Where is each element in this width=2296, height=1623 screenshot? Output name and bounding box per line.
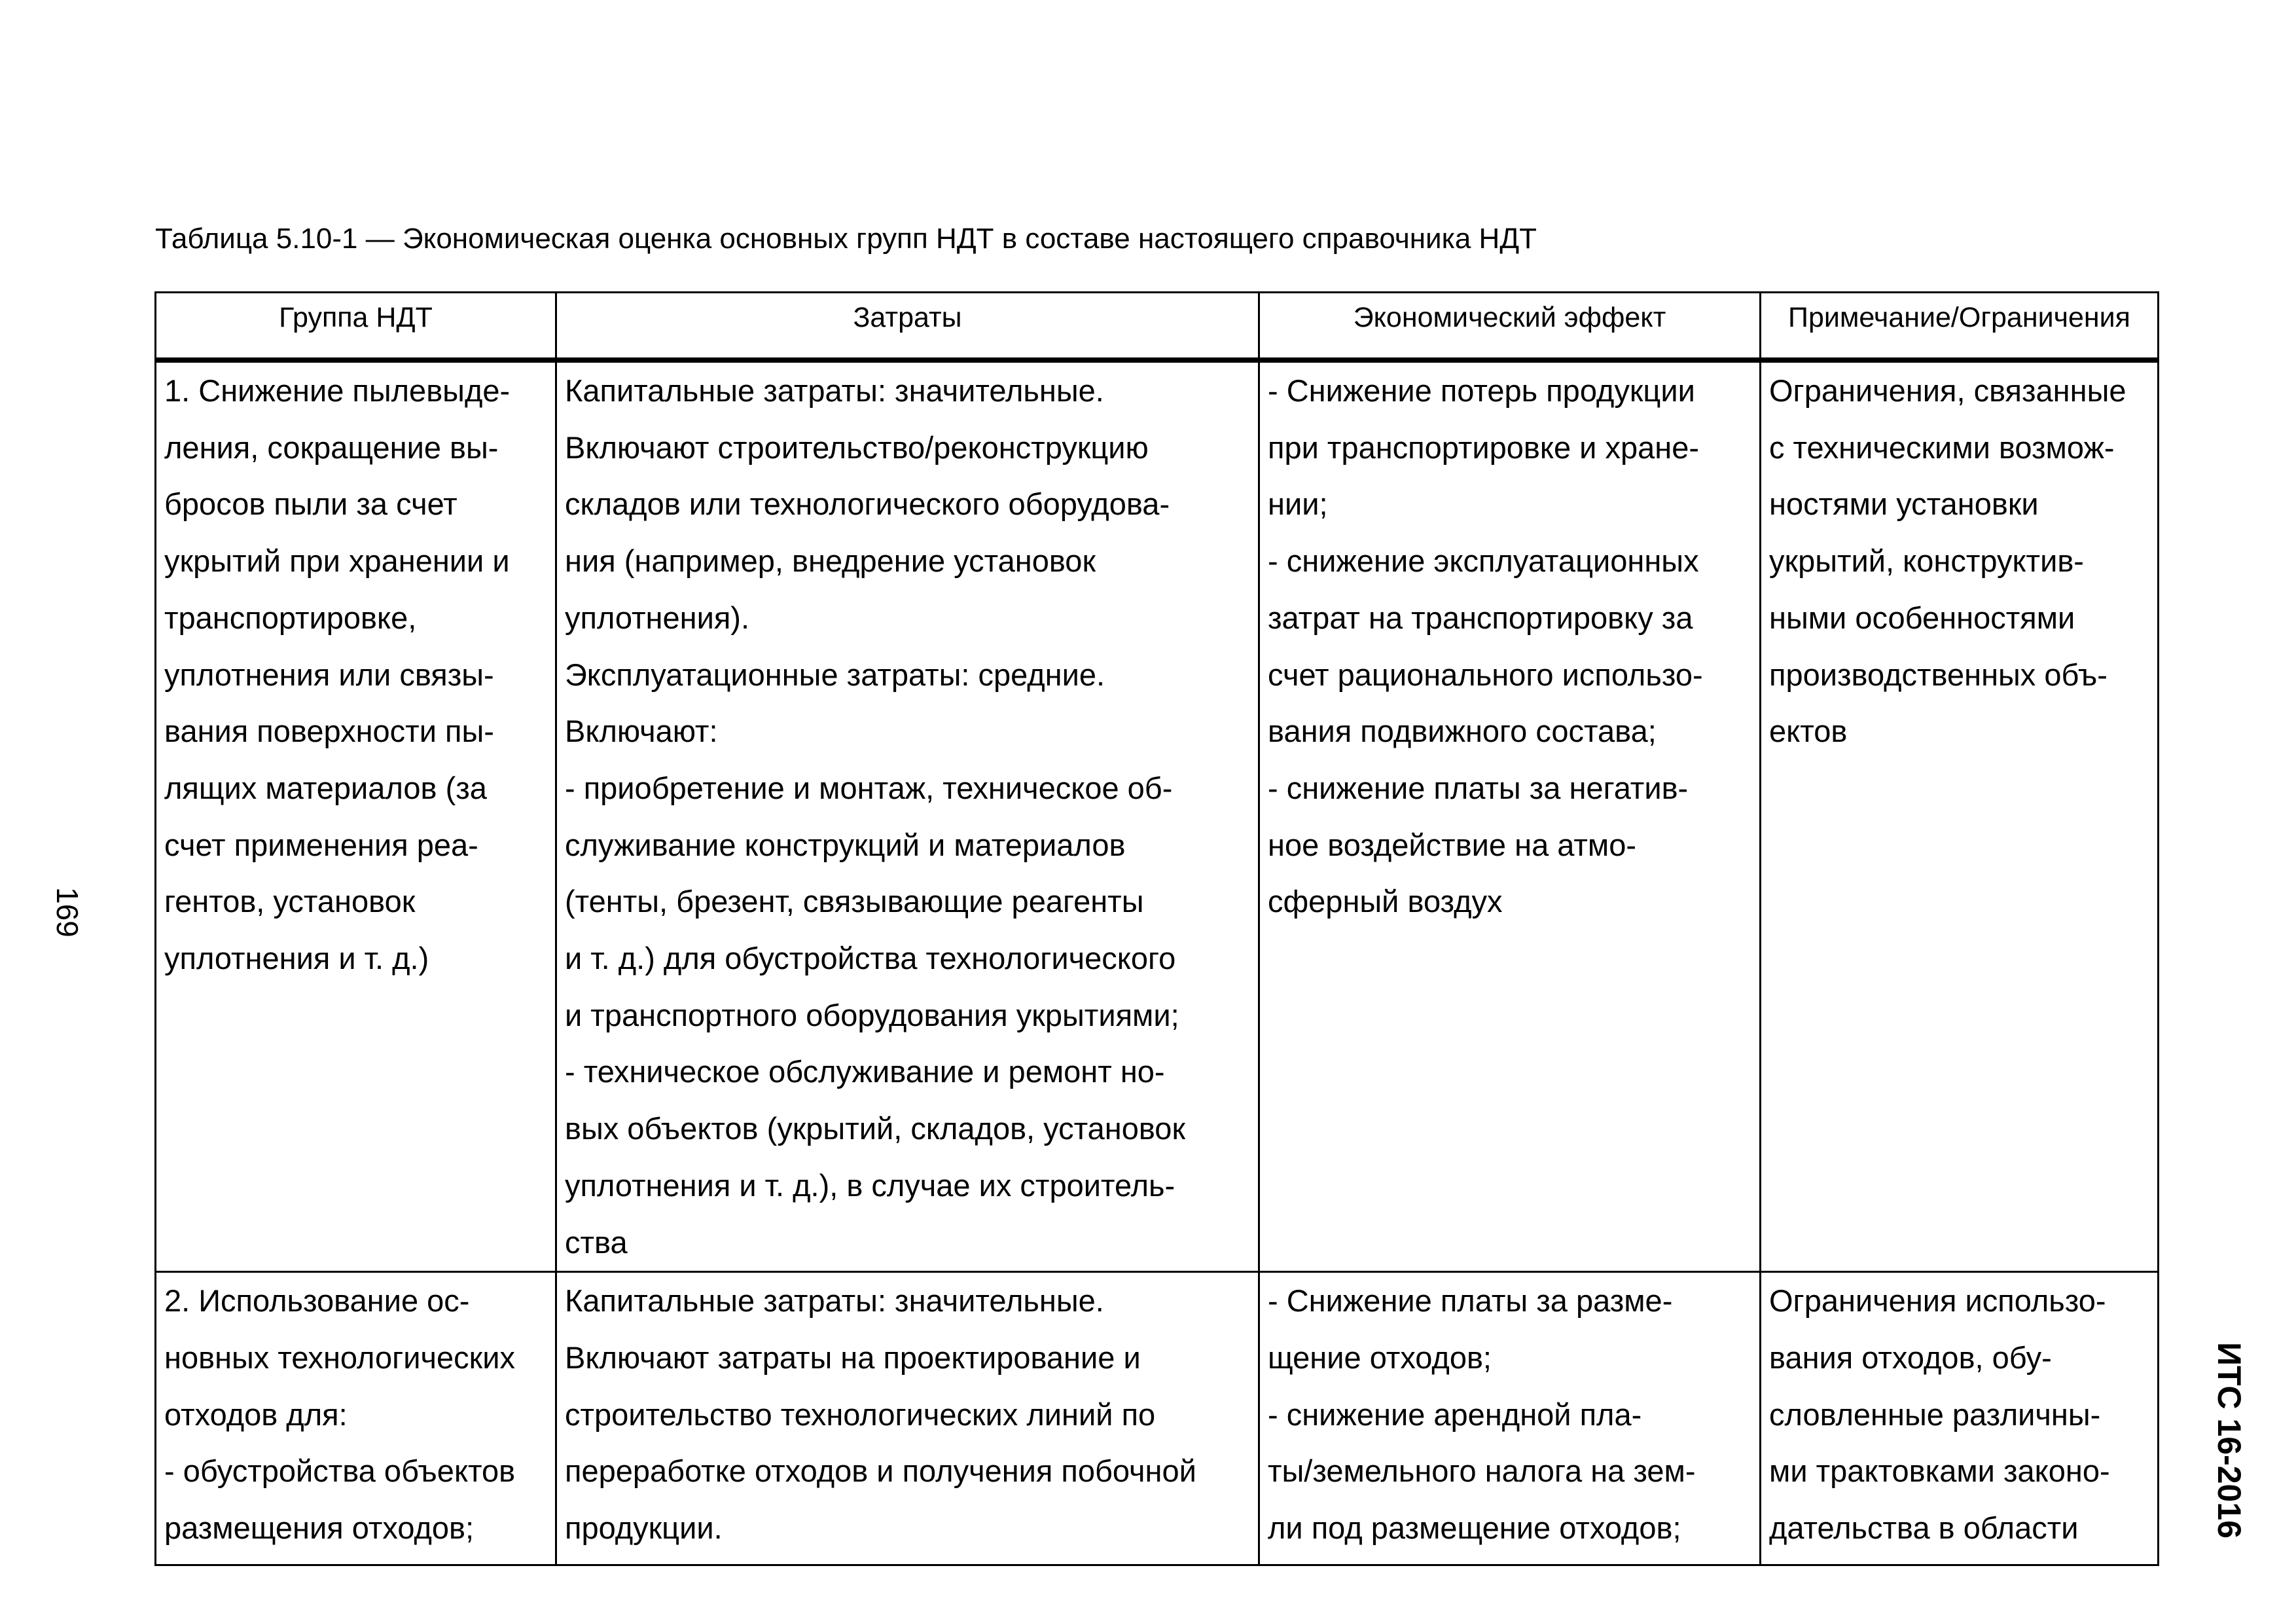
table-row <box>156 1272 2159 1565</box>
cell-line: затрат на транспортировку за <box>1268 600 1693 635</box>
cell-line: укрытий при хранении и <box>164 543 510 579</box>
table-header-row <box>156 293 2159 361</box>
cell-economic-effect <box>1259 360 1761 1272</box>
cell-line: при транспортировке и хране- <box>1268 429 1700 465</box>
cell-bat-group <box>156 1272 556 1565</box>
cell-line: Ограничения использо- <box>1769 1283 2106 1319</box>
cell-line: Капитальные затраты: значительные. <box>565 1283 1104 1319</box>
table-caption: Таблица 5.10-1 — Экономическая оценка основных групп НДТ в составе настоящего справочника НДТ <box>155 223 1537 255</box>
cell-line: новных технологических <box>164 1340 515 1375</box>
cell-line: Ограничения, связанные <box>1769 373 2126 408</box>
cell-line: транспортировке, <box>164 600 417 635</box>
cell-line: уплотнения или связы- <box>164 657 494 692</box>
cell-line: вания отходов, обу- <box>1769 1340 2052 1375</box>
cell-line: - Снижение потерь продукции <box>1268 373 1695 408</box>
cell-line: счет применения реа- <box>164 827 478 862</box>
cell-line: нии; <box>1268 486 1328 522</box>
cell-line: щение отходов; <box>1268 1340 1492 1375</box>
cell-line: размещения отходов; <box>164 1510 475 1546</box>
cell-line: вания поверхности пы- <box>164 714 494 749</box>
cell-economic-effect <box>1259 1272 1761 1565</box>
cell-line: - обустройства объектов <box>164 1453 516 1489</box>
header-bat-group: Группа НДТ <box>156 293 556 361</box>
cell-line: ное воздействие на атмо- <box>1268 827 1637 862</box>
cell-notes-limitations <box>1761 1272 2159 1565</box>
cell-line: - приобретение и монтаж, техническое об- <box>565 770 1173 805</box>
cell-costs <box>556 1272 1259 1565</box>
cell-line: ли под размещение отходов; <box>1268 1510 1681 1546</box>
cell-line: лящих материалов (за <box>164 770 487 805</box>
cell-line: служивание конструкций и материалов <box>565 827 1126 862</box>
cell-line: Включают: <box>565 714 718 749</box>
cell-line: ления, сокращение вы- <box>164 429 499 465</box>
cell-line: (тенты, брезент, связывающие реагенты <box>565 884 1144 919</box>
cell-line: производственных объ- <box>1769 657 2108 692</box>
cell-line: 1. Снижение пылевыде- <box>164 373 511 408</box>
document-code: ИТС 16-2016 <box>2211 1342 2248 1539</box>
cell-line: Капитальные затраты: значительные. <box>565 373 1104 408</box>
cell-line: гентов, установок <box>164 884 416 919</box>
cell-line: ства <box>565 1224 628 1260</box>
cell-line: - снижение эксплуатационных <box>1268 543 1699 579</box>
cell-line: счет рационального использо- <box>1268 657 1703 692</box>
cell-line: 2. Использование ос- <box>164 1283 470 1319</box>
table-row <box>156 360 2159 1272</box>
cell-notes-limitations <box>1761 360 2159 1272</box>
cell-bat-group <box>156 360 556 1272</box>
cell-line: отходов для: <box>164 1396 348 1432</box>
cell-line: продукции. <box>565 1510 723 1546</box>
cell-line: ными особенностями <box>1769 600 2075 635</box>
cell-line: с техническими возмож- <box>1769 429 2115 465</box>
cell-line: - техническое обслуживание и ремонт но- <box>565 1054 1165 1089</box>
cell-costs <box>556 360 1259 1272</box>
cell-line: сферный воздух <box>1268 884 1503 919</box>
cell-line: ми трактовками законо- <box>1769 1453 2110 1489</box>
cell-line: Включают строительство/реконструкцию <box>565 429 1149 465</box>
bat-economic-table <box>154 291 2159 1566</box>
cell-line: Эксплуатационные затраты: средние. <box>565 657 1105 692</box>
page-number: 169 <box>50 887 84 938</box>
cell-line: дательства в области <box>1769 1510 2079 1546</box>
header-costs: Затраты <box>556 293 1259 361</box>
cell-line: уплотнения и т. д.), в случае их строитель- <box>565 1167 1175 1203</box>
header-economic-effect: Экономический эффект <box>1259 293 1761 361</box>
cell-line: уплотнения и т. д.) <box>164 941 429 976</box>
header-notes-limitations: Примечание/Ограничения <box>1761 293 2159 361</box>
cell-line: строительство технологических линий по <box>565 1396 1156 1432</box>
cell-line: ты/земельного налога на зем- <box>1268 1453 1696 1489</box>
cell-line: вания подвижного состава; <box>1268 714 1657 749</box>
cell-line: - Снижение платы за разме- <box>1268 1283 1673 1319</box>
cell-line: словленные различны- <box>1769 1396 2101 1432</box>
cell-line: и т. д.) для обустройства технологического <box>565 941 1176 976</box>
cell-line: укрытий, конструктив- <box>1769 543 2084 579</box>
cell-line: вых объектов (укрытий, складов, установок <box>565 1111 1186 1146</box>
cell-line: - снижение арендной пла- <box>1268 1396 1642 1432</box>
cell-line: переработке отходов и получения побочной <box>565 1453 1196 1489</box>
cell-line: и транспортного оборудования укрытиями; <box>565 997 1179 1032</box>
cell-line: уплотнения). <box>565 600 749 635</box>
cell-line: бросов пыли за счет <box>164 486 457 522</box>
cell-line: ностями установки <box>1769 486 2039 522</box>
cell-line: Включают затраты на проектирование и <box>565 1340 1141 1375</box>
cell-line: складов или технологического оборудова- <box>565 486 1170 522</box>
cell-line: ектов <box>1769 714 1848 749</box>
cell-line: - снижение платы за негатив- <box>1268 770 1689 805</box>
cell-line: ния (например, внедрение установок <box>565 543 1096 579</box>
